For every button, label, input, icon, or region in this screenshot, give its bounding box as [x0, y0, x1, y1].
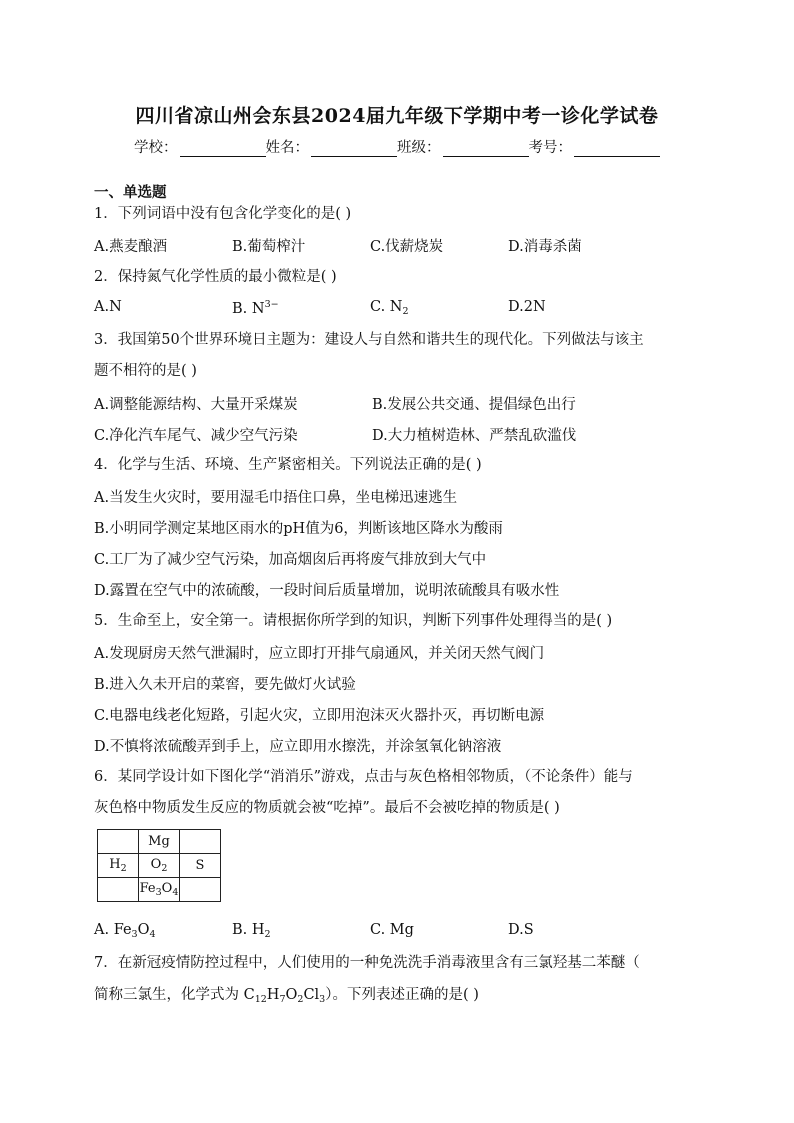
- grid-fe-o-subscript: 4: [172, 887, 179, 898]
- question-5-stem: 5．生命至上，安全第一。请根据你所学到的知识，判断下列事件处理得当的是( ): [94, 613, 613, 629]
- grid-h2-text: H: [109, 857, 121, 872]
- grid-cell-empty[interactable]: [98, 878, 139, 902]
- question-1-stem: 1．下列词语中没有包含化学变化的是( ): [94, 206, 352, 222]
- q3-option-d[interactable]: D.大力植树造林、严禁乱砍滥伐: [372, 428, 577, 444]
- q2-option-b-charge: 3−: [264, 299, 279, 310]
- q6-option-a-text: A. Fe: [94, 922, 132, 938]
- grid-cell-empty[interactable]: [180, 878, 221, 902]
- q4-option-b[interactable]: B.小明同学测定某地区雨水的pH值为6，判断该地区降水为酸雨: [94, 521, 503, 537]
- question-3-options-row-1: [94, 393, 714, 414]
- question-2-stem: 2．保持氮气化学性质的最小微粒是( ): [94, 269, 337, 285]
- question-7-stem-line-2: [94, 985, 704, 1010]
- q7-formula-h: H: [266, 987, 280, 1003]
- grid-cell-h2[interactable]: [98, 854, 139, 878]
- grid-cell-empty[interactable]: [98, 830, 139, 854]
- name-field[interactable]: [266, 136, 398, 157]
- q6-option-c[interactable]: C. Mg: [370, 922, 414, 938]
- exam-number-label: 考号：: [528, 140, 572, 156]
- q7-formula-h-sub: 7: [279, 994, 286, 1005]
- grid-fe-subscript: 3: [155, 887, 162, 898]
- name-label: 姓名：: [265, 140, 309, 156]
- grid-cell-mg[interactable]: Mg: [139, 830, 180, 854]
- q4-option-c[interactable]: C.工厂为了减少空气污染，加高烟囱后再将废气排放到大气中: [94, 552, 487, 568]
- q2-option-b-text: B. N: [232, 301, 265, 317]
- question-6-stem-line-2: 灰色格中物质发生反应的物质就会被“吃掉”。最后不会被吃掉的物质是( ): [94, 800, 560, 816]
- q1-option-b[interactable]: B.葡萄榨汁: [232, 239, 306, 255]
- name-blank[interactable]: [311, 141, 397, 157]
- section-heading: 一、单选题: [94, 184, 167, 201]
- q6-option-a-o: O: [137, 922, 150, 938]
- q1-option-c[interactable]: C.伐薪烧炭: [370, 239, 444, 255]
- class-label: 班级：: [397, 140, 441, 156]
- q7-formula-c-sub: 12: [254, 994, 267, 1005]
- page-title: 四川省凉山州会东县2024届九年级下学期中考一诊化学试卷: [135, 105, 659, 127]
- q3-option-c[interactable]: C.净化汽车尾气、减少空气污染: [94, 428, 298, 444]
- q6-option-d[interactable]: D.S: [508, 922, 534, 938]
- q7-formula-o-sub: 2: [297, 994, 304, 1005]
- class-field[interactable]: [397, 136, 529, 157]
- question-7-stem-line-1: 7．在新冠疫情防控过程中，人们使用的一种免洗洗手消毒液里含有三氯羟基二苯醚（: [94, 955, 640, 971]
- q2-option-d[interactable]: D.2N: [508, 299, 546, 315]
- question-4-stem: 4．化学与生活、环境、生产紧密相关。下列说法正确的是( ): [94, 457, 482, 473]
- q5-option-a[interactable]: A.发现厨房天然气泄漏时，应立即打开排气扇通风，并关闭天然气阀门: [94, 646, 545, 662]
- q6-option-b-text: B. H: [232, 922, 265, 938]
- q2-option-b[interactable]: [232, 299, 370, 317]
- student-info-fields: [0, 136, 794, 157]
- question-2-options: [94, 299, 714, 317]
- grid-o2-text: O: [150, 857, 162, 872]
- q2-option-c-text: C. N: [370, 299, 403, 315]
- exam-number-blank[interactable]: [574, 141, 660, 157]
- grid-row-1: [98, 830, 221, 854]
- grid-cell-empty[interactable]: [180, 830, 221, 854]
- q6-option-a[interactable]: [94, 922, 232, 940]
- q5-option-c[interactable]: C.电器电线老化短路，引起火灾，立即用泡沫灭火器扑灭，再切断电源: [94, 708, 545, 724]
- q4-option-a[interactable]: A.当发生火灾时，要用湿毛巾捂住口鼻，坐电梯迅速逃生: [94, 490, 458, 506]
- grid-fe-o-text: O: [161, 881, 173, 896]
- q1-option-d[interactable]: D.消毒杀菌: [508, 239, 582, 255]
- q2-option-c[interactable]: [370, 299, 508, 317]
- q2-option-c-subscript: 2: [402, 306, 409, 317]
- q4-option-d[interactable]: D.露置在空气中的浓硫酸，一段时间后质量增加，说明浓硫酸具有吸水性: [94, 583, 560, 599]
- question-3-options-row-2: [94, 424, 714, 445]
- question-6-options: [94, 922, 714, 940]
- q6-option-a-sub1: 3: [131, 929, 138, 940]
- question-6-stem-line-1: 6．某同学设计如下图化学“消消乐”游戏，点击与灰色格相邻物质，（不论条件）能与: [94, 769, 633, 785]
- q7-formula-o: O: [285, 987, 298, 1003]
- q6-option-b-sub: 2: [264, 929, 271, 940]
- q5-option-d[interactable]: D.不慎将浓硫酸弄到手上，应立即用水擦洗，并涂氢氧化钠溶液: [94, 739, 502, 755]
- grid-h2-subscript: 2: [120, 863, 127, 874]
- q6-option-b[interactable]: [232, 922, 370, 940]
- question-3-stem-line-2: 题不相符的是( ): [94, 363, 197, 379]
- q7-formula-cl: Cl: [303, 987, 320, 1003]
- grid-cell-o2-gray: [139, 854, 180, 878]
- q2-option-a[interactable]: A.N: [94, 299, 122, 315]
- grid-fe-text: Fe: [139, 881, 156, 896]
- school-field[interactable]: [134, 136, 266, 157]
- grid-o2-subscript: 2: [161, 863, 168, 874]
- q3-option-a[interactable]: A.调整能源结构、大量开采煤炭: [94, 397, 298, 413]
- grid-cell-s[interactable]: S: [180, 854, 221, 878]
- elimination-game-grid: [97, 829, 221, 902]
- class-blank[interactable]: [443, 141, 529, 157]
- question-1-options: [94, 235, 714, 256]
- q7-formula-cl-sub: 3: [319, 994, 326, 1005]
- q6-option-a-sub2: 4: [149, 929, 156, 940]
- exam-number-field[interactable]: [529, 136, 661, 157]
- q7-stem-post: ）。下列表述正确的是( ): [325, 987, 479, 1003]
- grid-row-3: [98, 878, 221, 902]
- q1-option-a[interactable]: A.燕麦酿酒: [94, 239, 168, 255]
- grid-cell-fe3o4[interactable]: [139, 878, 180, 902]
- grid-row-2: [98, 854, 221, 878]
- q7-stem-pre: 简称三氯生，化学式为 C: [94, 987, 255, 1003]
- school-label: 学校：: [134, 140, 178, 156]
- question-3-stem-line-1: 3．我国第50个世界环境日主题为：建设人与自然和谐共生的现代化。下列做法与该主: [94, 332, 644, 348]
- school-blank[interactable]: [180, 141, 266, 157]
- q5-option-b[interactable]: B.进入久未开启的菜窖，要先做灯火试验: [94, 677, 356, 693]
- q3-option-b[interactable]: B.发展公共交通、提倡绿色出行: [372, 397, 576, 413]
